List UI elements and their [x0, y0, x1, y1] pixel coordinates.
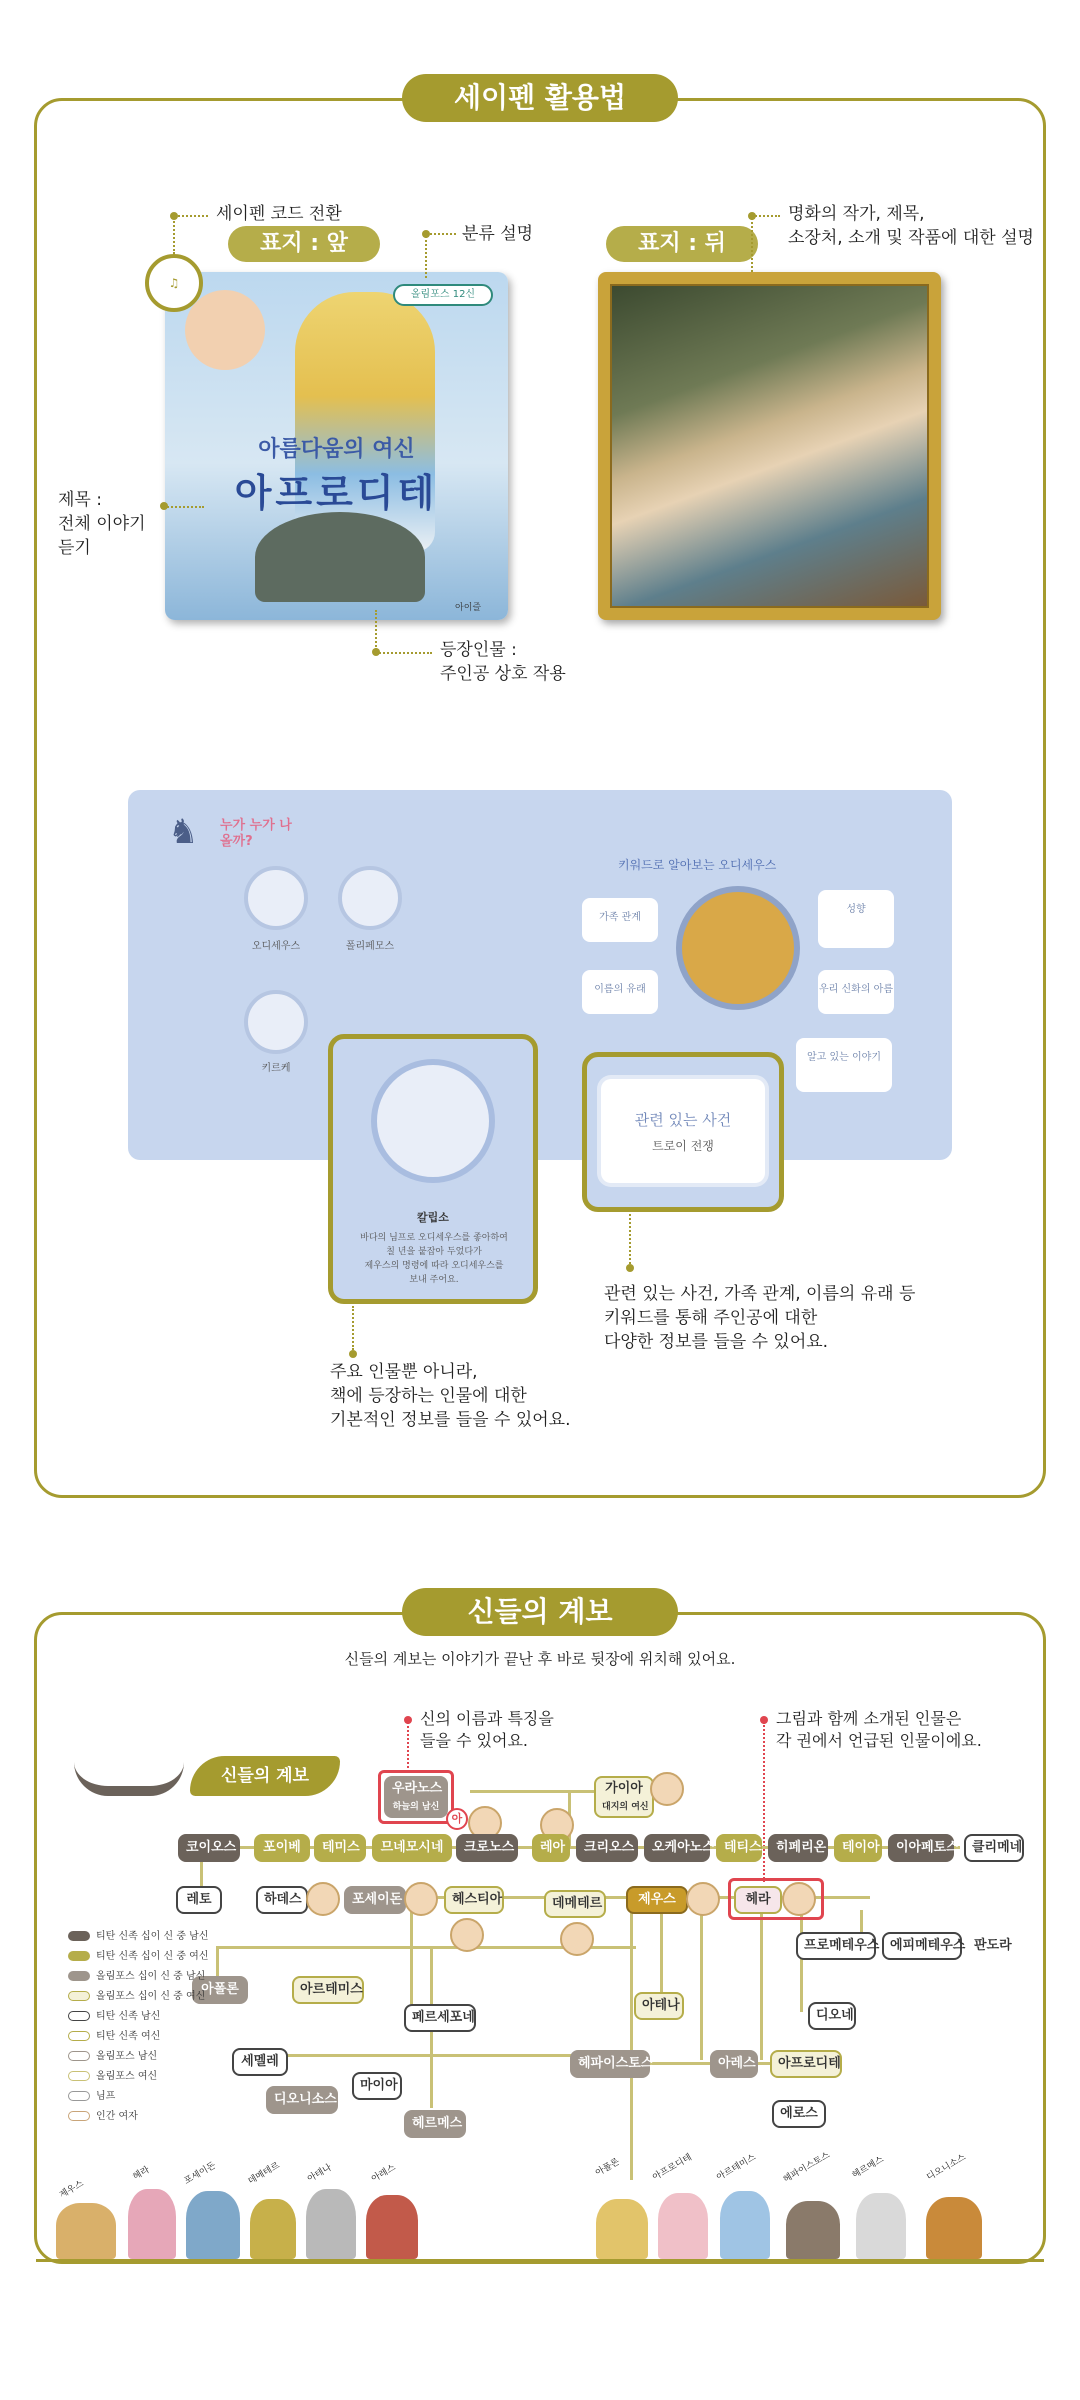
node-maia[interactable]: 마이아: [352, 2072, 402, 2100]
note-painting: 명화의 작가, 제목, 소장처, 소개 및 작품에 대한 설명: [788, 204, 1034, 248]
node-iapetos[interactable]: 이아페토스: [888, 1834, 954, 1862]
char2-name: 폴리페모스: [345, 941, 395, 952]
note-picture: 그림과 함께 소개된 인물은 각 권에서 언급된 인물이에요.: [776, 1709, 982, 1750]
node-artemis[interactable]: 아르테미스: [292, 1976, 364, 2004]
char-dionysos: [926, 2197, 982, 2259]
node-phoibe[interactable]: 포이베: [254, 1834, 310, 1862]
note-category: 분류 설명: [462, 224, 534, 244]
uranus-highlight: [378, 1770, 454, 1824]
char-apollon: [596, 2199, 648, 2259]
cover-badge: 올림포스 12신: [393, 284, 493, 306]
node-dionysos[interactable]: 디오니소스: [266, 2086, 338, 2114]
back-cover-tag: 표지 : 뒤: [606, 226, 758, 262]
node-mnemosyne[interactable]: 므네모시네: [372, 1834, 452, 1862]
note-people: 주요 인물뿐 아니라, 책에 등장하는 인물에 대한 기본적인 정보를 들을 수 있어요.: [330, 1362, 571, 1430]
node-koios[interactable]: 코이오스: [178, 1834, 240, 1862]
char-athena: [306, 2189, 356, 2259]
section2-subtitle: 신들의 계보는 이야기가 끝난 후 바로 뒷장에 위치해 있어요.: [344, 1650, 736, 1668]
node-eros[interactable]: 에로스: [772, 2100, 826, 2128]
kw-family-card: 가족 관계: [582, 898, 658, 942]
node-persephone[interactable]: 페르세포네: [404, 2004, 476, 2032]
node-themis[interactable]: 테미스: [314, 1834, 366, 1862]
calypso-portrait: [371, 1059, 495, 1183]
odysseus-shield: [676, 886, 800, 1010]
family-tree-banner: 신들의 계보: [190, 1756, 340, 1796]
node-hermes[interactable]: 헤르메스: [404, 2110, 466, 2138]
node-tethys[interactable]: 테티스: [716, 1834, 762, 1862]
node-demeter[interactable]: 데메테르: [544, 1890, 606, 1918]
node-apollon[interactable]: 아폴론: [192, 1976, 248, 2004]
hades-avatar: [306, 1882, 340, 1916]
char1-portrait: [244, 866, 308, 930]
node-okeanos[interactable]: 오케아노스: [644, 1834, 710, 1862]
node-rhea[interactable]: 레아: [532, 1834, 570, 1862]
gaia-avatar: [650, 1772, 684, 1806]
section2-title: 신들의 계보: [402, 1588, 678, 1636]
char3-portrait: [244, 990, 308, 1054]
node-aphrodite[interactable]: 아프로디테: [770, 2050, 842, 2078]
related-event-value: 트로이 전쟁: [652, 1139, 714, 1153]
calypso-desc: 바다의 님프로 오디세우스를 좋아하여 칠 년을 붙잡아 두었다가 제우스의 명령에 따라 오디세우스를 보내 주어요.: [360, 1233, 508, 1285]
cover-cupid-figure: [185, 290, 265, 370]
cover-title-big: 아프로디테: [234, 471, 439, 515]
char-zeus: [56, 2203, 116, 2259]
front-cover-tag: 표지 : 앞: [228, 226, 380, 262]
node-hera[interactable]: 헤라: [734, 1886, 782, 1914]
node-ares[interactable]: 아레스: [710, 2050, 758, 2078]
cover-publisher: 아이즐: [455, 603, 482, 613]
node-krios[interactable]: 크리오스: [576, 1834, 638, 1862]
kw-trait-card: 성향: [818, 890, 894, 948]
seipen-code-icon[interactable]: ♫: [145, 254, 203, 312]
node-prometheus[interactable]: 프로메테우스: [796, 1932, 876, 1960]
a-badge: 아: [446, 1808, 468, 1830]
note-keyword: 관련 있는 사건, 가족 관계, 이름의 유래 등 키워드를 통해 주인공에 대한 다양한 정보를 들을 수 있어요.: [604, 1284, 916, 1352]
kw-name-card: 이름의 유래: [582, 970, 658, 1014]
node-athena[interactable]: 아테나: [634, 1992, 684, 2020]
char-hera: [128, 2189, 176, 2259]
node-epimetheus[interactable]: 에피메테우스: [882, 1932, 962, 1960]
back-cover-painting[interactable]: [598, 272, 941, 620]
char-hephaistos: [786, 2201, 840, 2259]
node-pandora[interactable]: 판도라: [974, 1938, 1012, 1953]
poseidon-avatar: [404, 1882, 438, 1916]
zeus-avatar: [686, 1882, 720, 1916]
kw-treasure-card: 우리 신화의 아름: [818, 970, 894, 1014]
node-zeus[interactable]: 제우스: [626, 1886, 688, 1914]
char-hermes: [856, 2193, 906, 2259]
pegasus-icon: ♞: [168, 812, 199, 852]
hestia-avatar: [450, 1918, 484, 1952]
node-theia[interactable]: 테이아: [834, 1834, 882, 1862]
front-cover-image[interactable]: [165, 272, 508, 620]
featured-character-highlight[interactable]: [328, 1034, 538, 1304]
kw-story-card: 알고 있는 이야기: [796, 1038, 892, 1092]
char2-portrait: [338, 866, 402, 930]
who-appears-title: 누가 누가 나올까?: [220, 818, 292, 849]
node-klymene[interactable]: 클리메네: [964, 1834, 1024, 1862]
node-dione[interactable]: 디오네: [808, 2002, 856, 2030]
node-hyperion[interactable]: 히페리온: [768, 1834, 828, 1862]
note-title: 제목 : 전체 이야기 듣기: [58, 490, 146, 558]
ship-icon: [74, 1762, 184, 1796]
char-demeter: [250, 2199, 296, 2259]
node-kronos[interactable]: 크로노스: [456, 1834, 518, 1862]
char1-name: 오디세우스: [251, 941, 301, 952]
book-spread-image[interactable]: [128, 790, 952, 1160]
node-semele[interactable]: 세멜레: [232, 2048, 288, 2076]
node-hades[interactable]: 하데스: [256, 1886, 308, 1914]
char-poseidon: [186, 2191, 240, 2259]
note-code-switch: 세이펜 코드 전환: [216, 204, 342, 224]
node-poseidon[interactable]: 포세이돈: [344, 1886, 406, 1914]
node-uranus[interactable]: 우라노스 하늘의 남신: [384, 1776, 448, 1818]
node-hephaistos[interactable]: 헤파이스토스: [570, 2050, 650, 2078]
char-artemis: [720, 2191, 770, 2259]
note-god-name: 신의 이름과 특징을 들을 수 있어요.: [420, 1709, 554, 1750]
node-hestia[interactable]: 헤스티아: [444, 1886, 504, 1914]
calypso-name: 칼립소: [417, 1211, 449, 1224]
char3-name: 키르케: [261, 1063, 291, 1074]
node-leto[interactable]: 레토: [176, 1886, 222, 1914]
section1-title: 세이펜 활용법: [402, 74, 678, 122]
note-characters: 등장인물 : 주인공 상호 작용: [440, 640, 566, 684]
demeter-avatar: [560, 1922, 594, 1956]
related-event-highlight[interactable]: [582, 1052, 784, 1212]
related-event-label: 관련 있는 사건: [634, 1111, 732, 1129]
char-ares: [366, 2195, 418, 2259]
cover-title-small: 아름다움의 여신: [258, 437, 415, 462]
cover-rock: [255, 512, 425, 602]
hera-highlight: [728, 1878, 824, 1920]
keyword-title: 키워드로 알아보는 오디세우스: [618, 858, 777, 872]
node-gaia[interactable]: 가이아 대지의 여신: [594, 1776, 654, 1818]
char-aphrodite: [658, 2193, 708, 2259]
